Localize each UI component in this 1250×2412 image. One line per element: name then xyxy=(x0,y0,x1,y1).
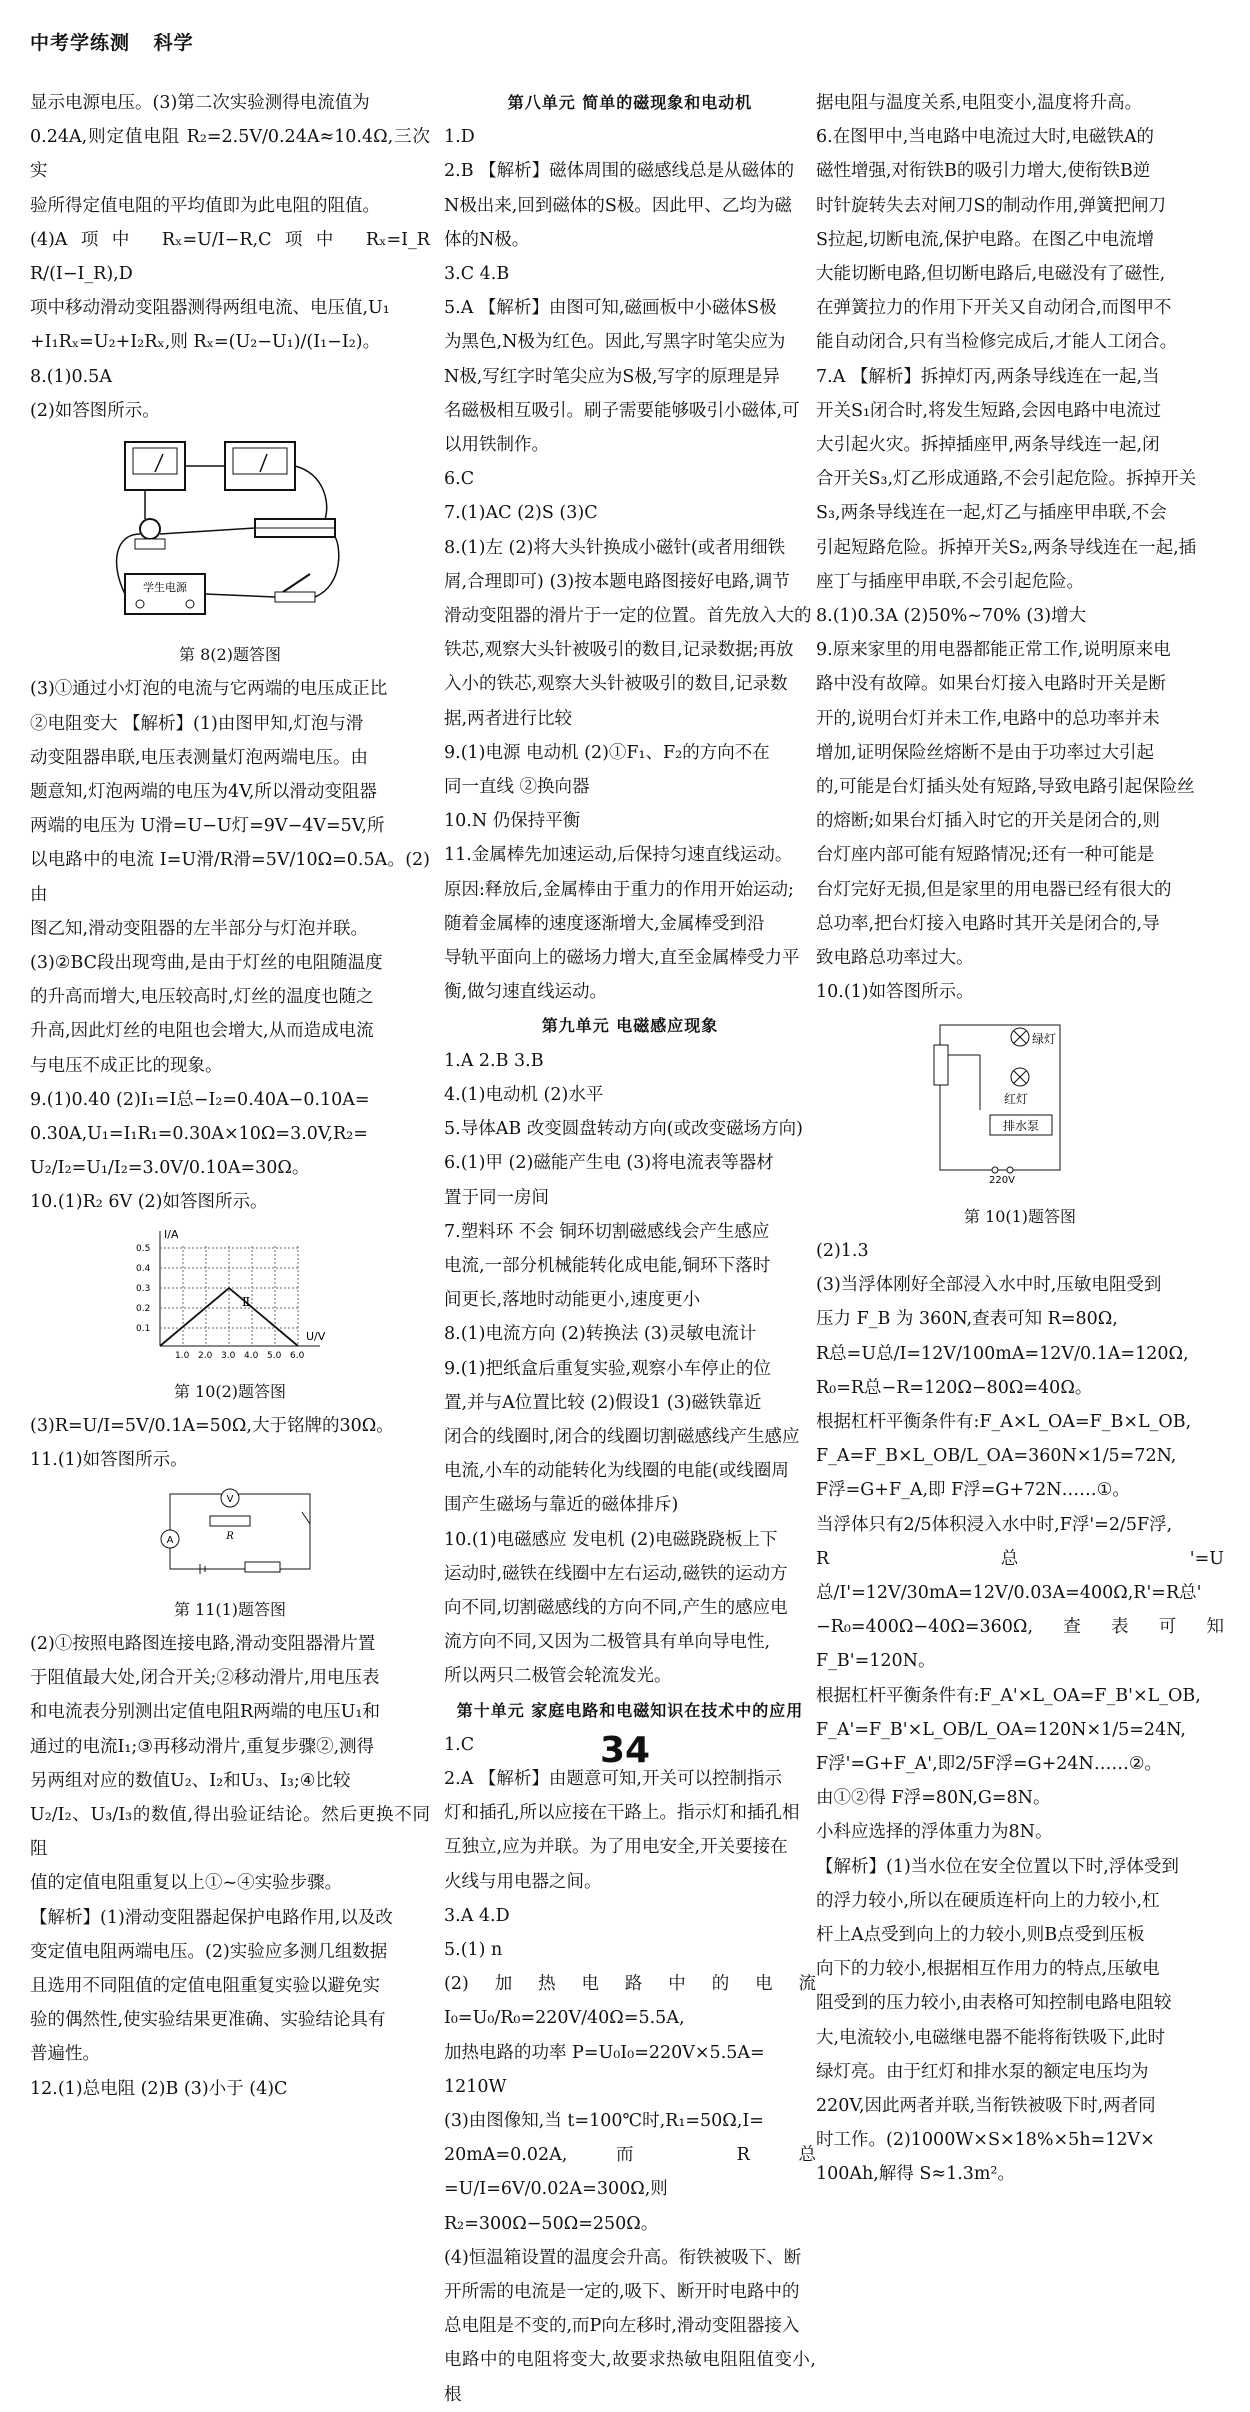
text-line: 大能切断电路,但切断电路后,电磁没有了磁性, xyxy=(816,264,1166,285)
text-line: 另两组对应的数值U₂、I₂和U₃、I₃;④比较 xyxy=(30,1770,351,1791)
text-line: 加热电路的功率 P=U₀I₀=220V×5.5A= xyxy=(444,2042,765,2063)
text-line: 运动时,磁铁在线圈中左右运动,磁铁的运动方 xyxy=(444,1563,788,1584)
text-line: (3)②BC段出现弯曲,是由于灯丝的电阻随温度 xyxy=(30,953,383,974)
text-line: 据电阻与温度关系,电阻变小,温度将升高。 xyxy=(816,93,1143,113)
text-line: 2.A 【解析】由题意可知,开关可以控制指示 xyxy=(444,1768,782,1789)
answer-text-block xyxy=(444,120,816,1009)
voltage-label: 220V xyxy=(989,1175,1015,1186)
text-line: 9.(1)0.40 (2)I₁=I总−I₂=0.40A−0.10A= xyxy=(30,1089,370,1110)
power-supply-label: 学生电源 xyxy=(143,581,187,595)
text-line: 100Ah,解得 S≈1.3m²。 xyxy=(816,2164,1016,2185)
text-line: R总'=U总/I'=12V/30mA=12V/0.03A=400Ω,R'=R总' xyxy=(816,1548,1224,1603)
text-line: U₂/I₂=U₁/I₂=3.0V/0.10A=30Ω。 xyxy=(30,1158,310,1179)
ammeter-label: A xyxy=(166,1534,174,1546)
text-line: 向不同,切割磁感线的方向不同,产生的感应电 xyxy=(444,1597,788,1618)
pump-label: 排水泵 xyxy=(1002,1119,1040,1134)
x-tick: 6.0 xyxy=(290,1350,305,1361)
answer-text-block xyxy=(816,86,1224,1009)
text-line: 开所需的电流是一定的,吸下、断开时电路中的 xyxy=(444,2282,800,2302)
x-tick: 1.0 xyxy=(175,1350,190,1361)
text-line: 2.B 【解析】磁体周围的磁感线总是从磁体的 xyxy=(444,161,795,182)
text-line: 的浮力较小,所以在硬质连杆向上的力较小,杠 xyxy=(816,1890,1160,1911)
circuit-diagram-8 xyxy=(105,434,355,624)
text-line: 通过的电流I₁;③再移动滑片,重复步骤②,测得 xyxy=(30,1736,375,1757)
text-line: 图乙知,滑动变阻器的左半部分与灯泡并联。 xyxy=(30,918,369,939)
figure-10-caption: 第 10(2)题答图 xyxy=(173,1381,287,1401)
text-line: S₃,两条导线连在一起,灯乙与插座甲串联,不会 xyxy=(816,503,1167,524)
subject-label: 科学 xyxy=(153,32,194,54)
y-tick: 0.1 xyxy=(136,1323,151,1334)
text-line: 项中移动滑动变阻器测得两组电流、电压值,U₁ xyxy=(30,298,390,319)
text-line: 6.C xyxy=(444,469,475,490)
text-line: F浮=G+F_A,即 F浮=G+72N……①。 xyxy=(816,1480,1130,1501)
text-line: 7.A 【解析】拆掉灯丙,两条导线连在一起,当 xyxy=(816,366,1160,387)
text-line: R₀=R总−R=120Ω−80Ω=40Ω。 xyxy=(816,1377,1093,1398)
unit-8-heading: 第八单元 简单的磁现象和电动机 xyxy=(507,93,753,112)
text-line: 220V,因此两者并联,当衔铁被吸下时,两者同 xyxy=(816,2095,1156,2116)
text-line: 10.N 仍保持平衡 xyxy=(444,811,581,832)
text-line: 磁性增强,对衔铁B的吸引力增大,使衔铁B逆 xyxy=(816,161,1151,182)
x-tick: 2.0 xyxy=(198,1350,213,1361)
text-line: 据,两者进行比较 xyxy=(444,708,573,729)
figure-8-caption: 第 8(2)题答图 xyxy=(179,645,281,665)
text-line: 大,电流较小,电磁继电器不能将衔铁吸下,此时 xyxy=(816,2027,1166,2048)
text-line: R总=U总/I=12V/100mA=12V/0.1A=120Ω, xyxy=(816,1343,1189,1364)
x-axis-label: U/V xyxy=(306,1329,326,1343)
text-line: 验所得定值电阻的平均值即为此电阻的阻值。 xyxy=(30,195,380,216)
book-title: 中考学练测 xyxy=(30,32,131,54)
text-line: 显示电源电压。(3)第二次实验测得电流值为 xyxy=(30,93,370,113)
text-line: 时针旋转失去对闸刀S的制动作用,弹簧把闸刀 xyxy=(816,195,1167,216)
text-line: 3.C 4.B xyxy=(444,264,510,285)
resistor-label: R xyxy=(226,1530,234,1542)
x-tick: 5.0 xyxy=(267,1350,282,1361)
iu-graph xyxy=(130,1226,330,1361)
text-line: 12.(1)总电阻 (2)B (3)小于 (4)C xyxy=(30,2078,288,2099)
text-line: 升高,因此灯丝的电阻也会增大,从而造成电流 xyxy=(30,1021,374,1042)
text-line: 电流,小车的动能转化为线圈的电能(或线圈周 xyxy=(444,1461,789,1482)
text-line: (2)①按照电路图连接电路,滑动变阻器滑片置 xyxy=(30,1633,376,1654)
green-light-label: 绿灯 xyxy=(1032,1032,1057,1047)
text-line: 时工作。(2)1000W×S×18%×5h=12V× xyxy=(816,2130,1155,2151)
text-line: (3)①通过小灯泡的电流与它两端的电压成正比 xyxy=(30,679,388,700)
text-line: 10.(1)R₂ 6V (2)如答图所示。 xyxy=(30,1192,268,1213)
text-line: 引起短路危险。拆掉开关S₂,两条导线连在一起,插 xyxy=(816,537,1197,558)
text-line: 入小的铁芯,观察大头针被吸引的数目,记录数 xyxy=(444,674,788,695)
answer-text-block xyxy=(816,1234,1224,2192)
y-axis-label: I/A xyxy=(164,1227,179,1241)
text-line: 绿灯亮。由于红灯和排水泵的额定电压均为 xyxy=(816,2061,1149,2082)
text-line: 8.(1)0.5A xyxy=(30,366,112,387)
text-line: 5.(1) n xyxy=(444,1939,503,1960)
text-line: 8.(1)0.3A (2)50%~70% (3)增大 xyxy=(816,606,1087,627)
answer-text-block xyxy=(444,1044,816,1694)
text-line: S拉起,切断电流,保护电路。在图乙中电流增 xyxy=(816,229,1155,250)
text-line: 阻受到的压力较小,由表格可知控制电路电阻较 xyxy=(816,1993,1172,2014)
figure-10-1-caption: 第 10(1)题答图 xyxy=(963,1206,1077,1226)
column-right xyxy=(816,86,1224,2192)
text-line: 滑动变阻器的滑片于一定的位置。首先放入大的 xyxy=(444,606,812,627)
text-line: 9.原来家里的用电器都能正常工作,说明原来电 xyxy=(816,640,1171,661)
text-line: 灯和插孔,所以应接在干路上。指示灯和插孔相 xyxy=(444,1803,800,1824)
text-line: 导轨平面向上的磁场力增大,直至金属棒受力平 xyxy=(444,948,800,969)
text-line: F浮'=G+F_A',即2/5F浮=G+24N……②。 xyxy=(816,1753,1163,1774)
text-line: 当浮体只有2/5体积浸入水中时,F浮'=2/5F浮, xyxy=(816,1514,1173,1535)
text-line: 验的偶然性,使实验结果更准确、实验结论具有 xyxy=(30,2010,386,2031)
figure-10-1-circuit xyxy=(816,1015,1224,1197)
text-line: 电路中的电阻将变大,故要求热敏电阻阻值变小,根 xyxy=(444,2350,816,2405)
text-line: 所以两只二极管会轮流发光。 xyxy=(444,1666,672,1687)
text-line: 9.(1)电源 电动机 (2)①F₁、F₂的方向不在 xyxy=(444,742,770,763)
text-line: 由①②得 F浮=80N,G=8N。 xyxy=(816,1788,1051,1809)
answer-text-block xyxy=(30,672,430,1219)
text-line: 的升高而增大,电压较高时,灯丝的温度也随之 xyxy=(30,987,374,1008)
text-line: 变定值电阻两端电压。(2)实验应多测几组数据 xyxy=(30,1941,388,1962)
text-line: 置于同一房间 xyxy=(444,1187,549,1208)
x-tick: 4.0 xyxy=(244,1350,259,1361)
text-line: U₂/I₂、U₃/I₃的数值,得出验证结论。然后更换不同阻 xyxy=(30,1804,430,1860)
y-tick: 0.4 xyxy=(136,1263,151,1274)
text-line: 总功率,把台灯接入电路时其开关是闭合的,导 xyxy=(816,913,1160,934)
line-mark: Ⅱ xyxy=(242,1294,251,1309)
text-line: (2)如答图所示。 xyxy=(30,400,160,421)
text-line: 11.(1)如答图所示。 xyxy=(30,1450,188,1471)
text-line: 7.塑料环 不会 铜环切割磁感线会产生感应 xyxy=(444,1221,770,1242)
text-line: 向下的力较小,根据相互作用力的特点,压敏电 xyxy=(816,1959,1160,1980)
text-line: 路中没有故障。如果台灯接入电路时开关是断 xyxy=(816,674,1166,695)
text-line: 开的,说明台灯并未工作,电路中的总功率并未 xyxy=(816,708,1160,729)
text-line: 杆上A点受到向上的力较小,则B点受到压板 xyxy=(816,1924,1145,1945)
text-line: 9.(1)把纸盒后重复实验,观察小车停止的位 xyxy=(444,1358,772,1379)
text-line: 互独立,应为并联。为了用电安全,开关要接在 xyxy=(444,1837,788,1858)
text-line: 5.A 【解析】由图可知,磁画板中小磁体S极 xyxy=(444,298,777,319)
text-line: 值的定值电阻重复以上①~④实验步骤。 xyxy=(30,1873,343,1894)
circuit-diagram-11 xyxy=(130,1484,330,1579)
text-line: 衡,做匀速直线运动。 xyxy=(444,982,608,1003)
text-line: (4)A项中 Rₓ=U/I−R,C项中 Rₓ=I_R R/(I−I_R),D xyxy=(30,229,430,285)
text-line: 置,并与A位置比较 (2)假设1 (3)磁铁靠近 xyxy=(444,1392,762,1413)
text-line: 【解析】(1)滑动变阻器起保护电路作用,以及改 xyxy=(30,1907,393,1928)
text-line: 根据杠杆平衡条件有:F_A×L_OA=F_B×L_OB, xyxy=(816,1411,1192,1432)
text-line: 小科应选择的浮体重力为8N。 xyxy=(816,1822,1053,1843)
text-line: 铁芯,观察大头针被吸引的数目,记录数据;再放 xyxy=(444,640,794,661)
text-line: 以用铁制作。 xyxy=(444,435,549,456)
text-line: 且选用不同阻值的定值电阻重复实验以避免实 xyxy=(30,1975,380,1996)
text-line: 间更长,落地时动能更小,速度更小 xyxy=(444,1290,701,1311)
answer-text-block xyxy=(30,1409,430,1477)
text-line: (2)加热电路中的电流 I₀=U₀/R₀=220V/40Ω=5.5A, xyxy=(444,1974,816,2029)
answer-text-block xyxy=(30,86,430,428)
text-line: 1210W xyxy=(444,2076,507,2097)
text-line: 总电阻是不变的,而P向左移时,滑动变阻器接入 xyxy=(444,2316,800,2337)
text-line: 1.A 2.B 3.B xyxy=(444,1050,544,1071)
text-line: 动变阻器串联,电压表测量灯泡两端电压。由 xyxy=(30,747,369,768)
text-line: +I₁Rₓ=U₂+I₂Rₓ,则 Rₓ=(U₂−U₁)/(I₁−I₂)。 xyxy=(30,332,381,353)
text-line: 以电路中的电流 I=U滑/R滑=5V/10Ω=0.5A。(2)由 xyxy=(30,850,430,905)
text-line: 1.D xyxy=(444,127,475,148)
text-line: 11.金属棒先加速运动,后保持匀速直线运动。 xyxy=(444,845,793,866)
text-line: 大引起火灾。拆掉插座甲,两条导线连一起,闭 xyxy=(816,435,1160,456)
text-line: 4.(1)电动机 (2)水平 xyxy=(444,1084,604,1105)
y-tick: 0.2 xyxy=(136,1303,151,1314)
text-line: 能自动闭合,只有当检修完成后,才能人工闭合。 xyxy=(816,332,1178,353)
text-line: 名磁极相互吸引。刷子需要能够吸引小磁体,可 xyxy=(444,400,800,421)
text-line: 开关S₁闭合时,将发生短路,会因电路中电流过 xyxy=(816,400,1162,421)
text-line: 台灯完好无损,但是家里的用电器已经有很大的 xyxy=(816,879,1172,900)
text-line: 7.(1)AC (2)S (3)C xyxy=(444,503,598,524)
answer-text-block xyxy=(30,1627,430,2106)
red-light-label: 红灯 xyxy=(1004,1092,1029,1107)
text-line: 6.在图甲中,当电路中电流过大时,电磁铁A的 xyxy=(816,127,1154,148)
text-line: 的,可能是台灯插头处有短路,导致电路引起保险丝 xyxy=(816,777,1195,798)
text-line: 合开关S₃,灯乙形成通路,不会引起危险。拆掉开关 xyxy=(816,469,1197,490)
text-line: 为黑色,N极为红色。因此,写黑字时笔尖应为 xyxy=(444,332,786,353)
page-header xyxy=(30,28,210,55)
text-line: 3.A 4.D xyxy=(444,1905,510,1926)
text-line: (3)当浮体刚好全部浸入水中时,压敏电阻受到 xyxy=(816,1275,1162,1296)
text-line: 1.C xyxy=(444,1734,475,1755)
text-line: 流方向不同,又因为二极管具有单向导电性, xyxy=(444,1632,771,1653)
text-line: (3)R=U/I=5V/0.1A=50Ω,大于铭牌的30Ω。 xyxy=(30,1416,394,1437)
text-line: 电流,一部分机械能转化成电能,铜环下落时 xyxy=(444,1255,771,1276)
text-line: 【解析】(1)当水位在安全位置以下时,浮体受到 xyxy=(816,1856,1179,1877)
text-line: 于阻值最大处,闭合开关;②移动滑片,用电压表 xyxy=(30,1668,380,1689)
figure-11-circuit xyxy=(30,1484,430,1591)
text-line: 6.(1)甲 (2)磁能产生电 (3)将电流表等器材 xyxy=(444,1153,774,1174)
text-line: 致电路总功率过大。 xyxy=(816,948,974,969)
text-line: 8.(1)左 (2)将大头针换成小磁针(或者用细铁 xyxy=(444,537,786,558)
text-line: 0.30A,U₁=I₁R₁=0.30A×10Ω=3.0V,R₂= xyxy=(30,1124,368,1145)
column-middle xyxy=(444,86,816,2412)
text-line: 8.(1)电流方向 (2)转换法 (3)灵敏电流计 xyxy=(444,1324,757,1345)
text-line: F_A'=F_B'×L_OB/L_OA=120N×1/5=24N, xyxy=(816,1719,1186,1740)
text-line: 普遍性。 xyxy=(30,2044,100,2065)
voltmeter-label: V xyxy=(226,1493,234,1505)
text-line: 体的N极。 xyxy=(444,229,530,250)
text-line: 与电压不成正比的现象。 xyxy=(30,1055,223,1076)
unit-10-heading: 第十单元 家庭电路和电磁知识在技术中的应用 xyxy=(456,1700,804,1720)
circuit-diagram-10-1 xyxy=(920,1015,1120,1185)
text-line: 10.(1)电磁感应 发电机 (2)电磁跷跷板上下 xyxy=(444,1529,778,1550)
text-line: 的熔断;如果台灯插入时它的开关是闭合的,则 xyxy=(816,811,1160,832)
text-line: 火线与用电器之间。 xyxy=(444,1871,602,1892)
text-line: 和电流表分别测出定值电阻R两端的电压U₁和 xyxy=(30,1702,380,1723)
text-line: 闭合的线圈时,闭合的线圈切割磁感线产生感应 xyxy=(444,1426,800,1447)
unit-9-heading: 第九单元 电磁感应现象 xyxy=(541,1016,719,1036)
y-tick: 0.5 xyxy=(136,1243,151,1254)
figure-11-caption: 第 11(1)题答图 xyxy=(173,1599,287,1619)
text-line: 根据杠杆平衡条件有:F_A'×L_OA=F_B'×L_OB, xyxy=(816,1685,1201,1706)
text-line: 围产生磁场与靠近的磁体排斥) xyxy=(444,1495,679,1516)
answer-text-block xyxy=(444,1728,816,2412)
text-line: 随着金属棒的速度逐渐增大,金属棒受到沿 xyxy=(444,913,765,934)
text-line: 题意知,灯泡两端的电压为4V,所以滑动变阻器 xyxy=(30,782,377,803)
y-tick: 0.3 xyxy=(136,1283,151,1294)
text-line: (3)由图像知,当 t=100℃时,R₁=50Ω,I= xyxy=(444,2110,764,2131)
text-line: 0.24A,则定值电阻 R₂=2.5V/0.24A≈10.4Ω,三次实 xyxy=(30,127,430,182)
text-line: 两端的电压为 U滑=U−U灯=9V−4V=5V,所 xyxy=(30,816,385,837)
text-line: (4)恒温箱设置的温度会升高。衔铁被吸下、断 xyxy=(444,2247,802,2268)
text-line: R₂=300Ω−50Ω=250Ω。 xyxy=(444,2213,659,2234)
text-line: 10.(1)如答图所示。 xyxy=(816,982,974,1003)
text-line: 在弹簧拉力的作用下开关又自动闭合,而图甲不 xyxy=(816,298,1172,319)
text-line: 20mA=0.02A,而 R总=U/I=6V/0.02A=300Ω,则 xyxy=(444,2145,816,2200)
text-line: 同一直线 ②换向器 xyxy=(444,777,590,798)
text-line: 屑,合理即可) (3)按本题电路图接好电路,调节 xyxy=(444,571,790,592)
text-line: ②电阻变大 【解析】(1)由图甲知,灯泡与滑 xyxy=(30,713,364,734)
figure-8-circuit xyxy=(30,434,430,636)
page-number: 34 xyxy=(599,1730,651,1771)
text-line: 台灯座内部可能有短路情况;还有一种可能是 xyxy=(816,845,1155,866)
text-line: 增加,证明保险丝熔断不是由于功率过大引起 xyxy=(816,742,1155,763)
text-line: 原因:释放后,金属棒由于重力的作用开始运动; xyxy=(444,879,794,900)
text-line: N极,写红字时笔尖应为S极,写字的原理是异 xyxy=(444,366,780,387)
column-left xyxy=(30,86,430,2106)
x-tick: 3.0 xyxy=(221,1350,236,1361)
text-line: 座丁与插座甲串联,不会引起危险。 xyxy=(816,571,1085,592)
text-line: −R₀=400Ω−40Ω=360Ω,查表可知 F_B'=120N。 xyxy=(816,1617,1224,1672)
text-line: N极出来,回到磁体的S极。因此甲、乙均为磁 xyxy=(444,195,792,216)
text-line: F_A=F_B×L_OB/L_OA=360N×1/5=72N, xyxy=(816,1446,1177,1467)
figure-10-graph xyxy=(30,1226,430,1373)
text-line: (2)1.3 xyxy=(816,1240,869,1261)
text-line: 压力 F_B 为 360N,查表可知 R=80Ω, xyxy=(816,1309,1118,1330)
text-line: 5.导体AB 改变圆盘转动方向(或改变磁场方向) xyxy=(444,1119,803,1140)
